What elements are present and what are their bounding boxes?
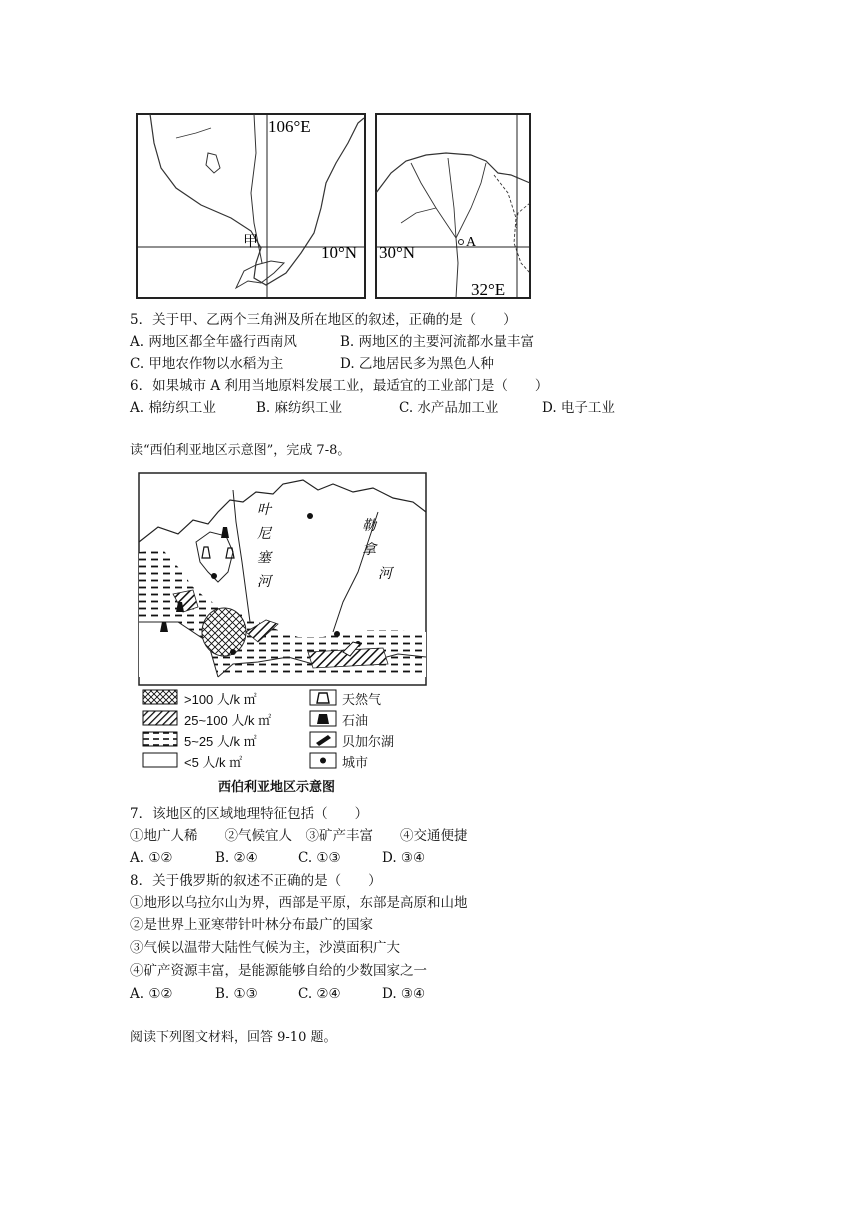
map1-left-lon-label: 106°E [268, 117, 311, 136]
map-legend [142, 688, 432, 772]
q8-statement-4: ④矿产资源丰富，是能源能够自给的少数国家之一 [130, 963, 427, 979]
legend-label-3: <5 人/k ㎡ [184, 755, 243, 770]
legend-label-0: >100 人/k ㎡ [184, 692, 257, 707]
q7-option-d: D. ③④ [382, 850, 426, 866]
yenisei-char-1: 叶 [257, 501, 271, 517]
map2-caption: 西伯利亚地区示意图 [218, 779, 336, 794]
q7-option-b: B. ②④ [215, 850, 258, 866]
yenisei-char-3: 塞 [257, 549, 271, 565]
legend-label-6: 贝加尔湖 [342, 734, 395, 749]
q6-option-c: C. 水产品加工业 [399, 400, 499, 416]
yenisei-char-4: 河 [257, 573, 271, 589]
q8-stem: 8．关于俄罗斯的叙述不正确的是（ ） [130, 873, 382, 889]
q7-items: ①地广人稀 ②气候宜人 ③矿产丰富 ④交通便捷 [130, 828, 468, 844]
delta-maps-figure [136, 113, 534, 301]
q6-option-d: D. 电子工业 [542, 400, 615, 416]
legend-swatch-diag [143, 711, 177, 725]
legend-city-icon [320, 758, 326, 764]
map1-city-a-label: A [466, 235, 477, 250]
q8-statement-1: ①地形以乌拉尔山为界，西部是平原，东部是高原和山地 [130, 895, 468, 911]
lena-char-2: 拿 [362, 541, 376, 557]
q5-options-row2 [130, 355, 494, 373]
intro-9-10: 阅读下列图文材料，回答 9-10 题。 [130, 1030, 337, 1045]
q8-option-b: B. ①③ [215, 986, 258, 1002]
q7-option-a: A. ①② [130, 850, 173, 866]
map1-jia-label: 甲 [243, 234, 259, 250]
legend-label-5: 石油 [342, 713, 369, 728]
q8-option-d: D. ③④ [382, 986, 426, 1002]
lena-char-1: 勒 [362, 517, 376, 533]
legend-label-4: 天然气 [342, 692, 382, 707]
legend-swatch-blank [143, 753, 177, 767]
q5-stem: 5．关于甲、乙两个三角洲及所在地区的叙述，正确的是（ ） [130, 312, 517, 328]
legend-oil-icon [317, 714, 329, 724]
map1-right-lat-label: 30°N [379, 243, 416, 262]
q7-stem: 7．该地区的区域地理特征包括（ ） [130, 806, 369, 822]
q8-option-a: A. ①② [130, 986, 173, 1002]
siberia-map-figure [138, 472, 428, 688]
legend-swatch-dash [143, 732, 177, 746]
legend-label-1: 25~100 人/k ㎡ [184, 713, 272, 728]
q5-option-c: C. 甲地农作物以水稻为主 [130, 356, 284, 372]
q6-stem: 6．如果城市 A 利用当地原料发展工业，最适宜的工业部门是（ ） [130, 378, 549, 394]
legend-label-7: 城市 [342, 755, 369, 770]
q5-option-b: B. 两地区的主要河流都水量丰富 [340, 334, 535, 350]
q6-options [130, 399, 615, 417]
legend-label-2: 5~25 人/k ㎡ [184, 734, 257, 749]
q7-option-c: C. ①③ [298, 850, 341, 866]
map1-right-lon-label: 32°E [471, 280, 506, 299]
yenisei-char-2: 尼 [257, 525, 271, 541]
lena-char-3: 河 [378, 565, 392, 581]
q8-statement-3: ③气候以温带大陆性气候为主，沙漠面积广大 [130, 940, 400, 956]
q5-options-row1 [130, 333, 534, 351]
q5-option-a: A. 两地区都全年盛行西南风 [130, 334, 297, 350]
q5-option-d: D. 乙地居民多为黑色人种 [340, 356, 494, 372]
q8-options [130, 985, 425, 1003]
legend-swatch-cross [143, 690, 177, 704]
map1-left-lat-label: 10°N [321, 243, 358, 262]
intro-7-8: 读“西伯利亚地区示意图”，完成 7-8。 [130, 443, 351, 458]
q6-option-a: A. 棉纺织工业 [130, 400, 216, 416]
q8-option-c: C. ②④ [298, 986, 341, 1002]
q8-statement-2: ②是世界上亚寒带针叶林分布最广的国家 [130, 917, 373, 933]
q7-options [130, 849, 425, 867]
q6-option-b: B. 麻纺织工业 [256, 400, 343, 416]
